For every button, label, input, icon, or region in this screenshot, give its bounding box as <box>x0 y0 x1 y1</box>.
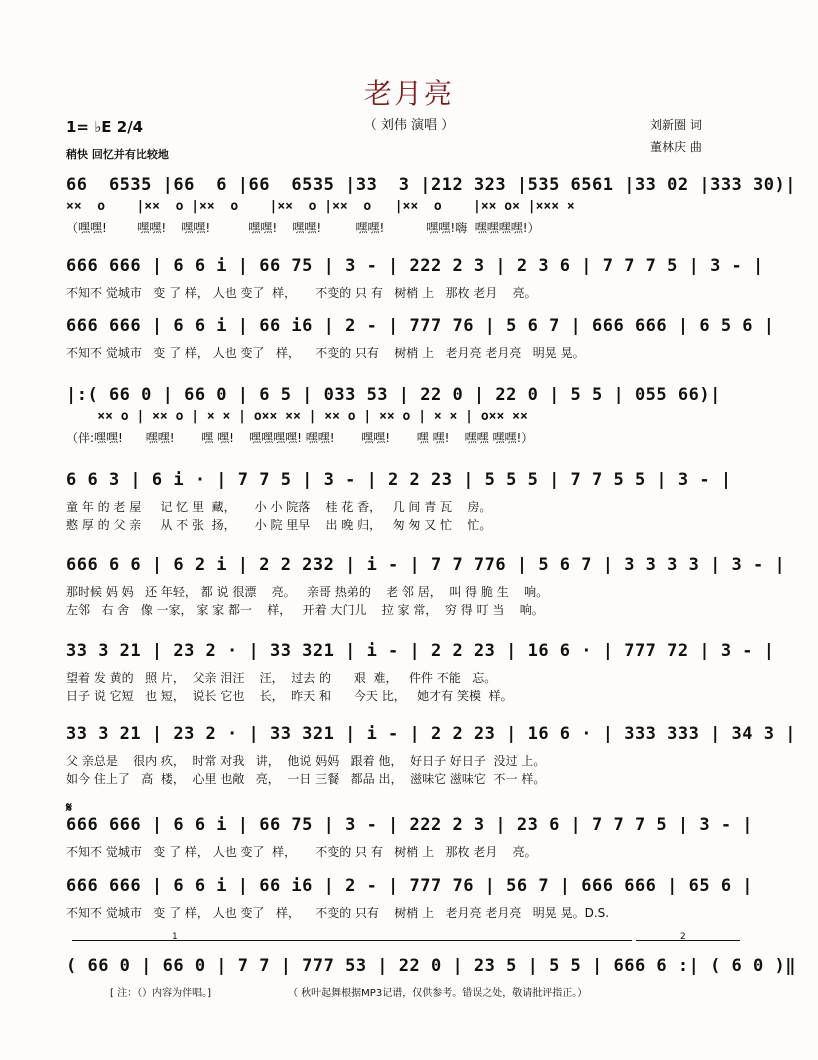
score-system-2 <box>66 256 764 306</box>
score-system-9 <box>66 815 754 865</box>
notes-line: 33 3 21 | 23 2 · | 33 321 | i - | 2 2 23 | 16 6 · | 777 72 | 3 - | <box>66 641 775 661</box>
notes-line: 666 6 6 | 6 2 i | 2 2 232 | i - | 7 7 776 | 5 6 7 | 3 3 3 3 | 3 - | <box>66 555 786 575</box>
lyrics-line: 不知不 觉城市 变 了 样， 人也 变了 样， 不变的 只有 树梢 上 老月亮 老月亮 明晃 晃。D.S. <box>66 906 610 920</box>
lyrics-line-2: 左邻 右 舍 像 一家， 家 家 都一 样， 开着 大门儿 拉 家 常， 穷 得 叮 当 响。 <box>66 603 544 617</box>
score-system-10 <box>66 876 754 926</box>
lyrics-line: 不知不 觉城市 变 了 样， 人也 变了 样， 不变的 只有 树梢 上 老月亮 老月亮 明晃 晃。 <box>66 346 585 360</box>
notes-line: 666 666 | 6 6 i | 66 75 | 3 - | 222 2 3 | 23 6 | 7 7 7 5 | 3 - | <box>66 815 754 835</box>
score-system-7 <box>66 641 775 703</box>
score-system-4 <box>66 385 746 445</box>
volta-bracket-2 <box>636 932 740 949</box>
lyricist-credit: 刘新圈 词 <box>650 118 702 132</box>
lyrics-line: 童 年 的 老 屋 记 忆 里 藏， 小 小 院落 桂 花 香， 几 间 青 瓦 房。 <box>66 500 492 514</box>
composer-credit: 董林庆 曲 <box>650 140 702 154</box>
notes-line: 666 666 | 6 6 i | 66 75 | 3 - | 222 2 3 | 2 3 6 | 7 7 7 5 | 3 - | <box>66 256 764 276</box>
volta-number-1: 1 <box>172 932 178 942</box>
notes-line: |:( 66 0 | 66 0 | 6 5 | 033 53 | 22 0 | 22 0 | 5 5 | 055 66)| <box>66 385 721 405</box>
lyrics-line: 那时候 妈 妈 还 年轻， 都 说 很漂 亮。 亲哥 热弟的 老 邻 居， 叫 得 脆 生 响。 <box>66 585 549 599</box>
percussion-line: ×× o |×× o |×× o |×× o |×× o |×× o |×× o× |××× × <box>66 199 591 214</box>
percussion-line: ×× o | ×× o | × × | o×× ×× | ×× o | ×× o | × × | o×× ×× <box>66 409 544 424</box>
volta-bracket-1 <box>72 932 632 949</box>
score-system-6 <box>66 555 786 617</box>
lyrics-line: （嘿嘿! 嘿嘿! 嘿嘿! 嘿嘿! 嘿嘿! 嘿嘿! 嘿嘿!嗨 嘿嘿嘿嘿!） <box>66 221 540 235</box>
segno-sign: 𝄋 <box>66 800 73 816</box>
notes-line: 66 6535 |66 6 |66 6535 |33 3 |212 323 |535 6561 |33 02 |333 30)| <box>66 175 796 195</box>
score-system-1 <box>66 175 796 235</box>
score-system-3 <box>66 316 775 366</box>
score-system-5 <box>66 470 746 530</box>
notes-line: 33 3 21 | 23 2 · | 33 321 | i - | 2 2 23 | 16 6 · | 333 333 | 34 3 | <box>66 724 796 744</box>
footer-note-transcription: （ 秋叶起舞根据MP3记谱，仅供参考。错误之处，敬请批评指正。） <box>288 988 588 999</box>
notes-line: 6 6 3 | 6 i · | 7 7 5 | 3 - | 2 2 23 | 5 5 5 | 7 7 5 5 | 3 - | <box>66 470 732 490</box>
page-title: 老月亮 <box>363 77 454 110</box>
key-signature: 1= ♭E 2/4 <box>66 118 144 136</box>
lyrics-line: 父 亲总是 很内 疚， 时常 对我 讲， 他说 妈妈 跟着 他， 好日子 好日子 没过 上。 <box>66 754 546 768</box>
notes-line: ( 66 0 | 66 0 | 7 7 | 777 53 | 22 0 | 23 5 | 5 5 | 666 6 :| ( 6 0 )‖ <box>66 956 796 976</box>
lyrics-line-2: 憨 厚 的 父 亲 从 不 张 扬， 小 院 里早 出 晚 归， 匆 匆 又 忙 忙。 <box>66 518 492 532</box>
volta-number-2: 2 <box>680 932 686 942</box>
lyrics-line: 望着 发 黄的 照 片， 父亲 泪汪 汪， 过去 的 艰 难， 件件 不能 忘。 <box>66 671 497 685</box>
notes-line: 666 666 | 6 6 i | 66 i6 | 2 - | 777 76 | 56 7 | 666 666 | 65 6 | <box>66 876 754 896</box>
footer-note-accompaniment: [ 注：（）内容为伴唱。] <box>110 988 211 999</box>
score-system-8 <box>66 724 796 786</box>
notes-line: 666 666 | 6 6 i | 66 i6 | 2 - | 777 76 | 5 6 7 | 666 666 | 6 5 6 | <box>66 316 775 336</box>
performer-credit: （ 刘伟 演唱 ） <box>363 118 455 133</box>
lyrics-line: （伴:嘿嘿! 嘿嘿! 嘿 嘿! 嘿嘿嘿嘿! 嘿嘿! 嘿嘿! 嘿 嘿! 嘿嘿 嘿嘿!） <box>66 431 534 445</box>
lyrics-line: 不知不 觉城市 变 了 样， 人也 变了 样， 不变的 只 有 树梢 上 那枚 老月 亮。 <box>66 286 537 300</box>
lyrics-line: 不知不 觉城市 变 了 样， 人也 变了 样， 不变的 只 有 树梢 上 那枚 老月 亮。 <box>66 845 537 859</box>
tempo-marking: 稍快 回忆并有比较地 <box>66 148 169 161</box>
lyrics-line-2: 如今 住上了 高 楼， 心里 也敞 亮， 一日 三餐 都品 出， 滋味它 滋味它 不一 样。 <box>66 772 546 786</box>
lyrics-line-2: 日子 说 它短 也 短， 说长 它也 长， 昨天 和 今天 比， 她才有 笑模 样。 <box>66 689 513 703</box>
score-system-11 <box>66 956 796 980</box>
